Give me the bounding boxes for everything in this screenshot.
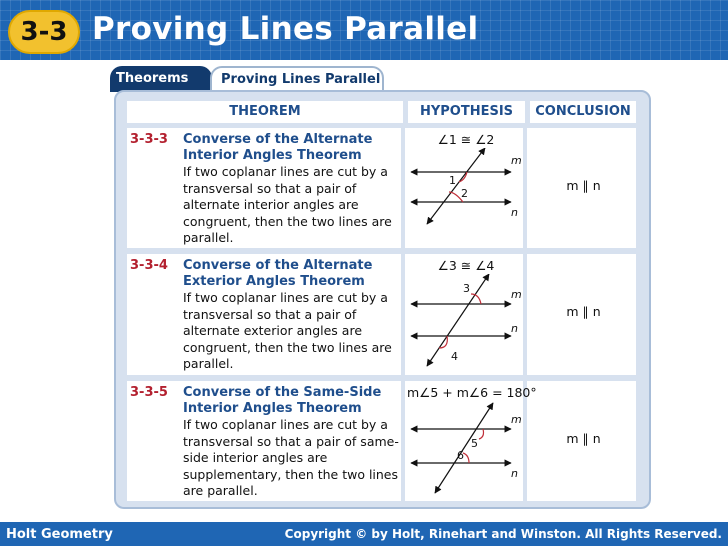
theorem-name: Converse of the Same-Side Interior Angles Theorem: [183, 385, 382, 416]
line-label-n: n: [511, 322, 518, 335]
angle-label: 1: [449, 174, 456, 187]
angle-label: 5: [471, 437, 478, 450]
theorem-text: If two coplanar lines are cut by a transversal so that a pair of alternate exterior angles are congruent, then the two lines are parallel.: [183, 290, 392, 372]
angle-label: 2: [461, 187, 468, 200]
theorem-number: 3-3-4: [130, 258, 168, 273]
theorem-text: If two coplanar lines are cut by a transversal so that a pair of same-side interior angles are supplementary, then the two lines are parallel.: [183, 417, 399, 499]
theorem-row: [127, 254, 636, 375]
conclusion-text: m ∥ n: [566, 178, 601, 193]
theorem-row: [127, 381, 636, 501]
line-label-m: m: [511, 288, 522, 301]
theorem-text: If two coplanar lines are cut by a transversal so that a pair of alternate interior angles are congruent, then the two lines are parallel.: [183, 164, 392, 246]
tab-theorems: Theorems: [110, 66, 212, 92]
column-divider: [401, 128, 405, 248]
footer-course: Holt Geometry: [6, 527, 113, 542]
theorem-name: Converse of the Alternate Interior Angles Theorem: [183, 132, 373, 163]
conclusion-text: m ∥ n: [566, 431, 601, 446]
header-bar: [0, 0, 728, 60]
column-header-theorem: THEOREM: [127, 101, 403, 123]
section-badge: 3-3: [8, 10, 80, 54]
transversal-line: [427, 148, 485, 224]
angle-label: 3: [463, 282, 470, 295]
conclusion-text: m ∥ n: [566, 304, 601, 319]
column-divider: [401, 254, 405, 375]
line-label-n: n: [511, 467, 518, 480]
angle-label: 4: [451, 350, 458, 363]
tab-topic: Proving Lines Parallel: [210, 66, 384, 92]
column-divider: [401, 381, 405, 501]
angle-arc: [479, 429, 484, 439]
page-title: Proving Lines Parallel: [92, 11, 479, 47]
theorem-number: 3-3-3: [130, 132, 168, 147]
theorem-number: 3-3-5: [130, 385, 168, 400]
theorem-row: [127, 128, 636, 248]
hypothesis-text: ∠1 ≅ ∠2: [437, 132, 495, 147]
angle-label: 6: [457, 449, 464, 462]
footer-copyright: Copyright © by Holt, Rinehart and Winston. All Rights Reserved.: [284, 527, 722, 541]
parallel-lines-figure: [407, 401, 525, 501]
transversal-line: [427, 274, 489, 366]
line-label-m: m: [511, 154, 522, 167]
footer-bar: [0, 522, 728, 546]
hypothesis-text: ∠3 ≅ ∠4: [437, 258, 495, 273]
column-header-hypothesis: HYPOTHESIS: [408, 101, 525, 123]
theorem-name: Converse of the Alternate Exterior Angles Theorem: [183, 258, 373, 289]
transversal-line: [435, 403, 493, 493]
line-label-m: m: [511, 413, 522, 426]
parallel-lines-figure: [407, 274, 525, 374]
parallel-lines-figure: [407, 148, 525, 248]
column-header-conclusion: CONCLUSION: [530, 101, 636, 123]
line-label-n: n: [511, 206, 518, 219]
hypothesis-text: m∠5 + m∠6 = 180°: [407, 385, 537, 400]
theorem-table: [114, 90, 651, 509]
